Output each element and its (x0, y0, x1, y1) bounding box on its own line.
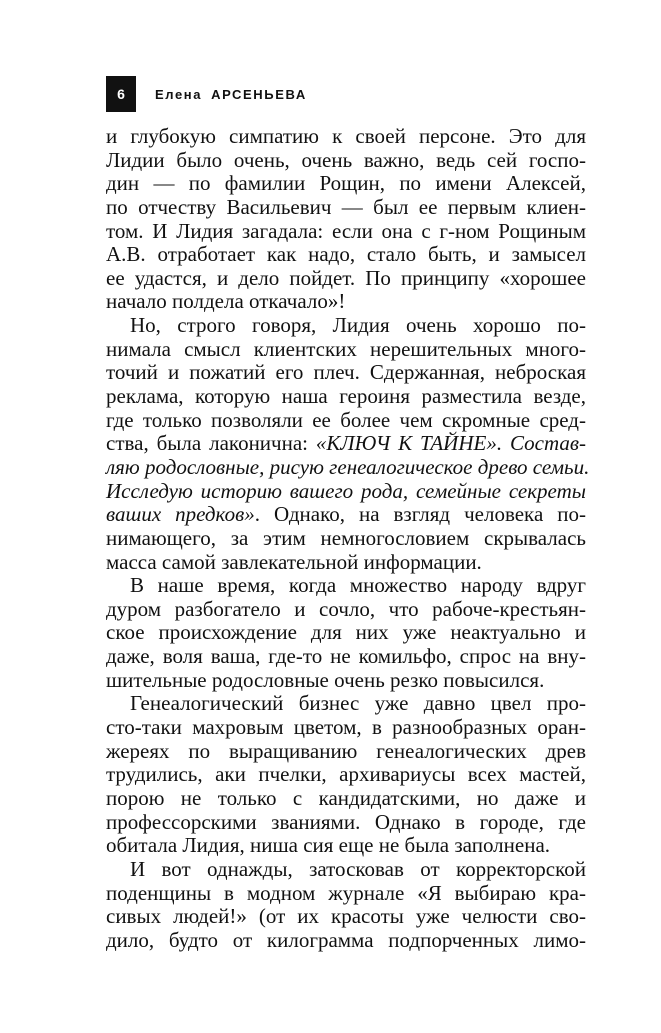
text-run: И вот однажды, затосковав от корректорской (130, 856, 586, 881)
italic-text: ляю родословные, рисую генеалогическое древо семьи. (106, 454, 590, 479)
text-line (106, 503, 586, 527)
text-run: Но, строго говоря, Лидия очень хорошо по- (130, 313, 586, 338)
text-line (106, 454, 590, 480)
text-run: и глубокую симпатию к своей персоне. Это для (106, 124, 586, 148)
text-line (106, 480, 586, 504)
text-line (106, 338, 586, 362)
text-line (106, 858, 586, 882)
paragraph (106, 858, 586, 953)
italic-text: Исследую историю вашего рода, семейные секреты (106, 478, 586, 503)
paragraph (106, 313, 590, 574)
text-run: ства, была лаконична: (106, 431, 316, 456)
text-run: А.В. отработает как надо, стало быть, и замысел (106, 242, 586, 267)
text-line (106, 290, 586, 314)
text-line (106, 740, 586, 764)
text-line (106, 432, 586, 456)
text-line (106, 574, 586, 598)
text-run: дин — по фамилии Рощин, по имени Алексей, (106, 171, 586, 196)
text-line (106, 598, 586, 622)
text-run: масса самой завлекательной информации. (106, 549, 482, 574)
text-run: порою не только с кандидатскими, но даже и (106, 785, 586, 810)
text-line (106, 551, 586, 575)
text-run: сто-таки махровым цветом, в разнообразных оран- (106, 715, 586, 740)
text-line (106, 929, 586, 953)
page-number: 6 (106, 76, 136, 112)
text-run: ское происхождение для них уже неактуально и (106, 620, 586, 645)
text-run: точий и пожатий его плеч. Сдержанная, неброская (106, 360, 586, 385)
text-line (106, 267, 586, 291)
text-run: том. И Лидия загадала: если она с г-ном Рощиным (106, 218, 586, 243)
text-run: даже, воля ваша, где-то не комильфо, спрос на вну- (106, 644, 586, 669)
text-run: где только позволяли ее более чем скромные сред- (106, 407, 586, 432)
paragraph (106, 125, 586, 314)
text-run: профессорскими званиями. Однако в городе, где (106, 809, 586, 834)
author-first-name: Елена (155, 86, 203, 102)
text-line (106, 882, 586, 906)
text-run: нимала смысл клиентских нерешительных много- (106, 336, 586, 361)
text-run: Лидии было очень, очень важно, ведь сей госпо- (106, 147, 586, 172)
text-line (106, 716, 586, 740)
running-head (106, 76, 307, 112)
text-line (106, 645, 586, 669)
text-line (106, 692, 586, 716)
text-line (106, 149, 586, 173)
text-run: по отчеству Васильевич — был ее первым клиен- (106, 194, 586, 219)
text-line (106, 905, 586, 929)
text-line (106, 385, 586, 409)
paragraph (106, 692, 586, 857)
text-line (106, 172, 586, 196)
text-run: обитала Лидия, ниша сия еще не была заполнена. (106, 833, 551, 858)
text-line (106, 527, 586, 551)
text-run: Генеалогический бизнес уже давно цвел про- (130, 691, 586, 716)
text-line (106, 621, 586, 645)
text-line (106, 763, 586, 787)
text-line (106, 409, 586, 433)
paragraph (106, 574, 586, 692)
text-run: ее удастся, и дело пойдет. По принципу «хорошее (106, 265, 586, 290)
text-line (106, 220, 586, 244)
text-line (106, 834, 586, 858)
text-line (106, 314, 586, 338)
text-line (106, 125, 586, 149)
text-run: . Однако, на взгляд человека по- (254, 502, 586, 527)
text-run: нимающего, за этим немногословием скрывалась (106, 525, 586, 550)
text-run: реклама, которую наша героиня разместила везде, (106, 384, 586, 409)
text-line (106, 787, 586, 811)
text-line (106, 361, 586, 385)
italic-text: «КЛЮЧ К ТАЙНЕ». Состав- (315, 431, 586, 456)
body-text (106, 124, 590, 952)
text-line (106, 243, 586, 267)
text-run: поденщины в модном журнале «Я выбираю кра- (106, 880, 586, 905)
text-run: начало полдела откачало»! (106, 289, 346, 314)
text-run: жереях по выращиванию генеалогических древ (106, 738, 586, 763)
text-run: дуром разбогатело и сочло, что рабоче-крестьян- (106, 596, 586, 621)
italic-text: ваших предков» (106, 502, 255, 527)
text-run: шительные родословные очень резко повысился. (106, 667, 545, 692)
text-line (106, 669, 586, 693)
text-run: дило, будто от килограмма подпорченных лимо- (106, 927, 586, 952)
author-last-name: АРСЕНЬЕВА (211, 86, 307, 102)
text-run: В наше время, когда множество народу вдруг (130, 573, 586, 598)
text-line (106, 811, 586, 835)
text-run: трудились, аки пчелки, архивариусы всех мастей, (106, 762, 586, 787)
text-line (106, 196, 586, 220)
text-run: сивых людей!» (от их красоты уже челюсти сво- (106, 904, 586, 929)
